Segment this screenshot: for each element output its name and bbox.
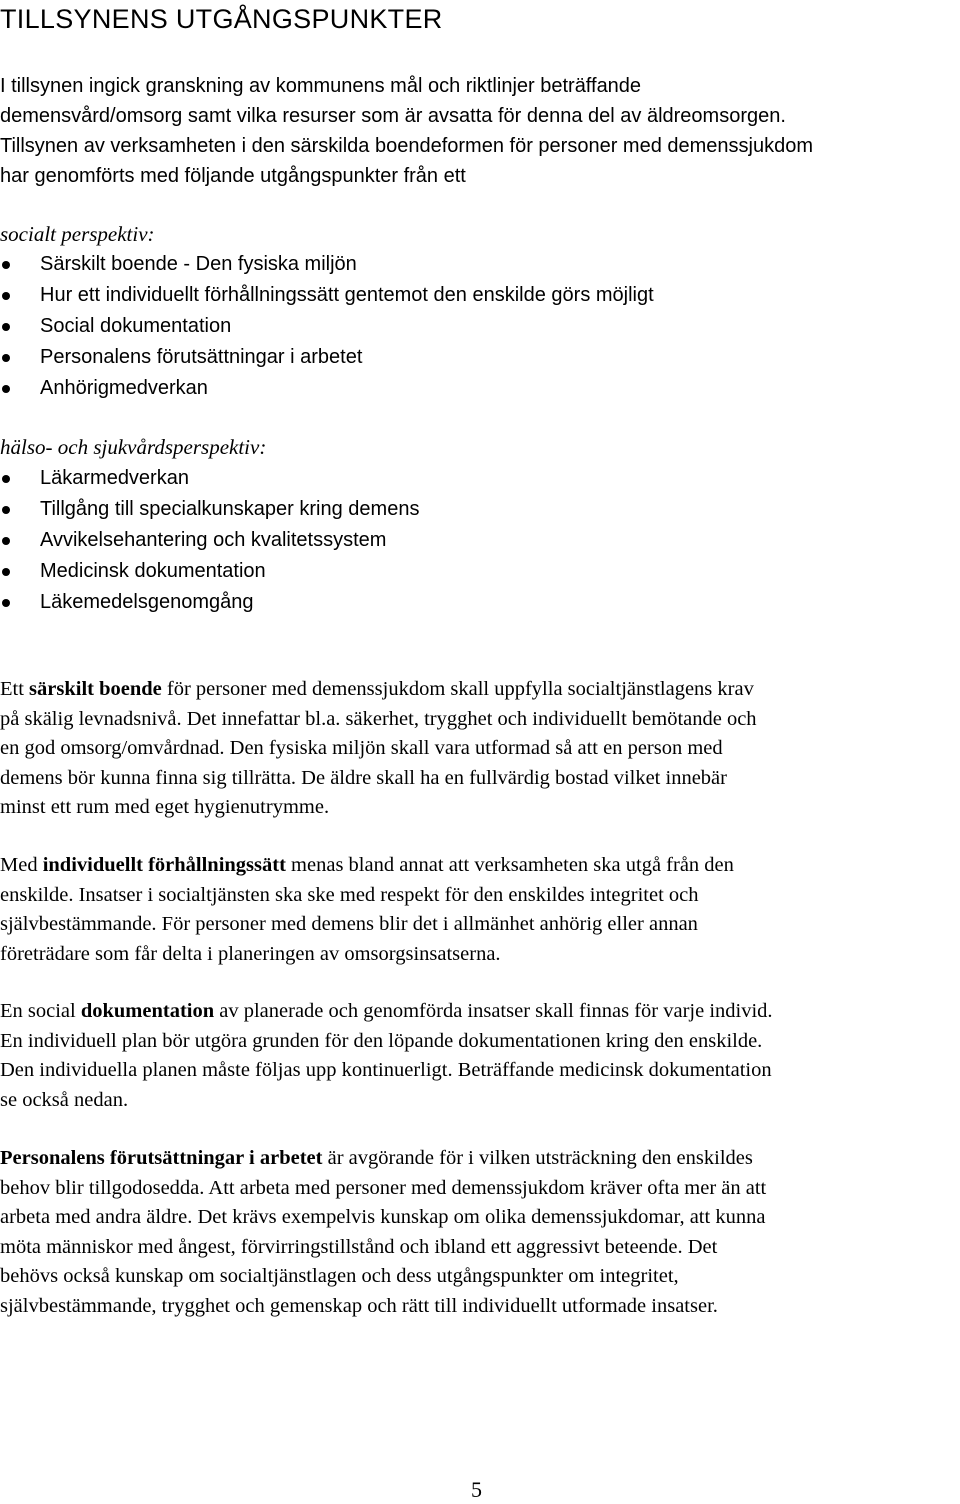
list-item-text: Tillgång till specialkunskaper kring demens bbox=[40, 498, 420, 520]
bullet-icon bbox=[2, 599, 10, 607]
intro-line: har genomförts med följande utgångspunkter från ett bbox=[0, 165, 466, 187]
bullet-icon bbox=[2, 354, 10, 362]
paragraph-line bbox=[0, 675, 955, 705]
paragraph-line: arbeta med andra äldre. Det krävs exempelvis kunskap om olika demenssjukdomar, att kunna bbox=[0, 1206, 766, 1228]
list-item-text: Hur ett individuellt förhållningssätt gentemot den enskilde görs möjligt bbox=[40, 284, 654, 306]
health-perspective-label: hälso- och sjukvårdsperspektiv: bbox=[0, 435, 267, 459]
intro-paragraph bbox=[0, 71, 950, 191]
paragraph-special-housing bbox=[0, 675, 955, 823]
page-number: 5 bbox=[471, 1477, 482, 1502]
list-item-text: Personalens förutsättningar i arbetet bbox=[40, 346, 363, 368]
paragraph-line: företrädare som får delta i planeringen av omsorgsinsatserna. bbox=[0, 942, 501, 965]
paragraph-line: på skälig levnadsnivå. Det innefattar bl.a. säkerhet, trygghet och individuellt bemötande och bbox=[0, 707, 757, 730]
list-item bbox=[0, 280, 654, 311]
list-item-text: Särskilt boende - Den fysiska miljön bbox=[40, 253, 357, 275]
list-item bbox=[0, 525, 419, 556]
list-item-text: Läkemedelsgenomgång bbox=[40, 591, 254, 613]
paragraph-line: en god omsorg/omvårdnad. Den fysiska miljön skall vara utformad så att en person med bbox=[0, 737, 723, 759]
paragraph-line: självbestämmande, trygghet och gemenskap och rätt till individuellt utformade insatser. bbox=[0, 1294, 718, 1317]
list-item bbox=[0, 249, 654, 280]
paragraph-line: behövs också kunskap om socialtjänstlagen och dess utgångspunkter om integritet, bbox=[0, 1265, 679, 1287]
text-run: En social bbox=[0, 1000, 81, 1022]
paragraph-line bbox=[0, 997, 955, 1027]
bullet-icon bbox=[2, 475, 10, 483]
list-item bbox=[0, 494, 419, 525]
list-item-text: Avvikelsehantering och kvalitetssystem bbox=[40, 529, 387, 551]
paragraph-line: Den individuella planen måste följas upp kontinuerligt. Beträffande medicinsk dokumentation bbox=[0, 1059, 772, 1081]
paragraph-staff-conditions bbox=[0, 1144, 955, 1321]
intro-line: demensvård/omsorg samt vilka resurser som är avsatta för denna del av äldreomsorgen. bbox=[0, 105, 786, 127]
paragraph-line: minst ett rum med eget hygienutrymme. bbox=[0, 796, 330, 818]
intro-line: Tillsynen av verksamheten i den särskilda boendeformen för personer med demenssjukdom bbox=[0, 135, 813, 157]
text-run: är avgörande för i vilken utsträckning den enskildes bbox=[322, 1147, 753, 1169]
paragraph-line: se också nedan. bbox=[0, 1088, 129, 1111]
paragraph-line: självbestämmande. För personer med demens blir det i allmänhet anhörig eller annan bbox=[0, 913, 698, 935]
bullet-icon bbox=[2, 292, 10, 300]
text-run: Ett bbox=[0, 678, 30, 700]
text-run: Med bbox=[0, 854, 43, 876]
bold-term: dokumentation bbox=[80, 1000, 215, 1022]
list-item bbox=[0, 463, 419, 494]
bullet-icon bbox=[2, 506, 10, 514]
text-run: för personer med demenssjukdom skall uppfylla socialtjänstlagens krav bbox=[161, 678, 754, 700]
bullet-icon bbox=[2, 537, 10, 545]
bold-term: individuellt förhållningssätt bbox=[42, 854, 286, 876]
list-item bbox=[0, 556, 419, 587]
paragraph-line: En individuell plan bör utgöra grunden för den löpande dokumentationen kring den enskilde. bbox=[0, 1029, 763, 1052]
list-item bbox=[0, 311, 654, 342]
bold-term: Personalens förutsättningar i arbetet bbox=[0, 1147, 323, 1169]
paragraph-line bbox=[0, 1144, 955, 1174]
paragraph-documentation bbox=[0, 997, 955, 1115]
bold-term: särskilt boende bbox=[29, 678, 162, 700]
paragraph-line: behov blir tillgodosedda. Att arbeta med personer med demenssjukdom kräver ofta mer än att bbox=[0, 1176, 767, 1199]
paragraph-line: demens bör kunna finna sig tillrätta. De äldre skall ha en fullvärdig bostad vilket innebär bbox=[0, 766, 727, 789]
bullet-icon bbox=[2, 261, 10, 269]
list-item-text: Läkarmedverkan bbox=[40, 467, 189, 489]
list-item-text: Social dokumentation bbox=[40, 315, 232, 337]
bullet-icon bbox=[2, 568, 10, 576]
bullet-icon bbox=[2, 385, 10, 393]
social-perspective-label: socialt perspektiv: bbox=[0, 222, 155, 246]
intro-line: I tillsynen ingick granskning av kommunens mål och riktlinjer beträffande bbox=[0, 75, 642, 97]
list-item bbox=[0, 587, 419, 618]
text-run: menas bland annat att verksamheten ska utgå från den bbox=[285, 854, 734, 876]
paragraph-line: möta människor med ångest, förvirringstillstånd och ibland ett aggressivt beteende. Det bbox=[0, 1235, 718, 1258]
list-item-text: Anhörigmedverkan bbox=[40, 377, 208, 399]
paragraph-line bbox=[0, 851, 955, 881]
bullet-icon bbox=[2, 323, 10, 331]
list-item bbox=[0, 373, 654, 404]
section-heading: TILLSYNENS UTGÅNGSPUNKTER bbox=[0, 4, 443, 34]
paragraph-individual-approach bbox=[0, 851, 955, 969]
list-item bbox=[0, 342, 654, 373]
social-perspective-list bbox=[0, 249, 654, 404]
health-perspective-list bbox=[0, 463, 419, 618]
text-run: av planerade och genomförda insatser skall finnas för varje individ. bbox=[214, 1000, 773, 1022]
list-item-text: Medicinsk dokumentation bbox=[40, 560, 266, 582]
paragraph-line: enskilde. Insatser i socialtjänsten ska ske med respekt för den enskildes integritet och bbox=[0, 883, 699, 906]
